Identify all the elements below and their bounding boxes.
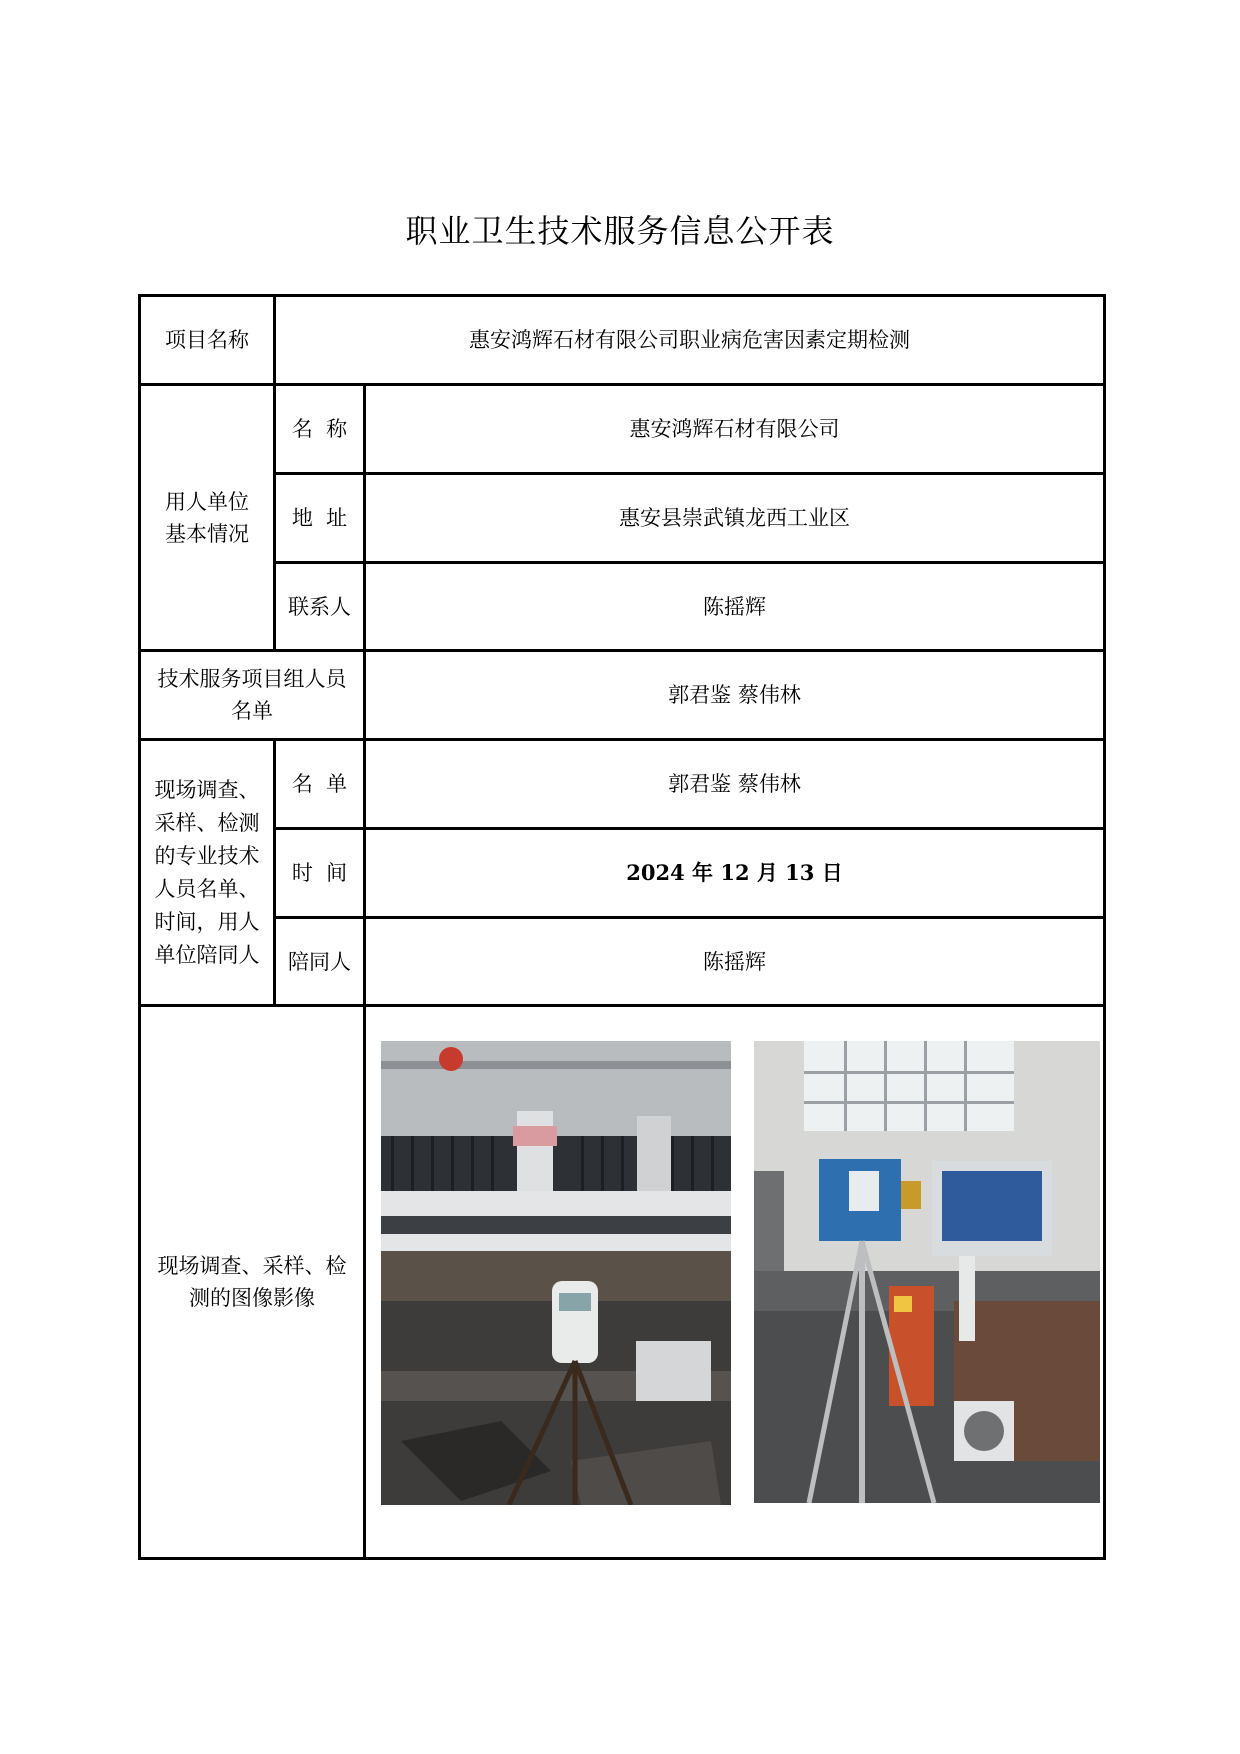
- employer-name-label: 名 称: [291, 417, 348, 441]
- field-escort-label: 陪同人: [288, 949, 351, 974]
- info-table: [138, 294, 1106, 1560]
- project-value: 惠安鸿辉石材有限公司职业病危害因素定期检测: [469, 328, 910, 352]
- employer-address-value: 惠安县崇武镇龙西工业区: [619, 506, 850, 530]
- employer-contact-value: 陈摇辉: [703, 594, 766, 619]
- dust-sampler-on-tripod-icon: [754, 1041, 1100, 1503]
- team-label: 技术服务项目组人员 名单: [157, 667, 347, 723]
- team-value: 郭君鉴 蔡伟林: [668, 683, 801, 707]
- project-label: 项目名称: [165, 328, 249, 352]
- noise-meter-photo: [381, 1041, 731, 1505]
- page-title: 职业卫生技术服务信息公开表: [405, 212, 835, 250]
- image-label: 现场调查、采样、检 测的图像影像: [157, 1254, 347, 1310]
- field-time-value: 2024 年 12 月 13 日: [626, 860, 843, 885]
- field-escort-value: 陈摇辉: [703, 949, 766, 974]
- employer-name-value: 惠安鸿辉石材有限公司: [629, 417, 840, 441]
- field-names-value: 郭君鉴 蔡伟林: [668, 772, 801, 796]
- dust-sampler-photo: [754, 1041, 1100, 1503]
- sound-level-meter-on-tripod-icon: [381, 1041, 731, 1505]
- field-label: 现场调查、 采样、检测 的专业技术 人员名单、 时间，用人 单位陪同人: [154, 777, 260, 967]
- employer-contact-label: 联系人: [288, 594, 351, 619]
- col-divider: [363, 1007, 366, 1557]
- employer-label: 用人单位 基本情况: [165, 489, 249, 546]
- employer-address-label: 地 址: [291, 506, 348, 530]
- field-names-label: 名 单: [291, 772, 348, 796]
- field-time-label: 时 间: [291, 861, 348, 885]
